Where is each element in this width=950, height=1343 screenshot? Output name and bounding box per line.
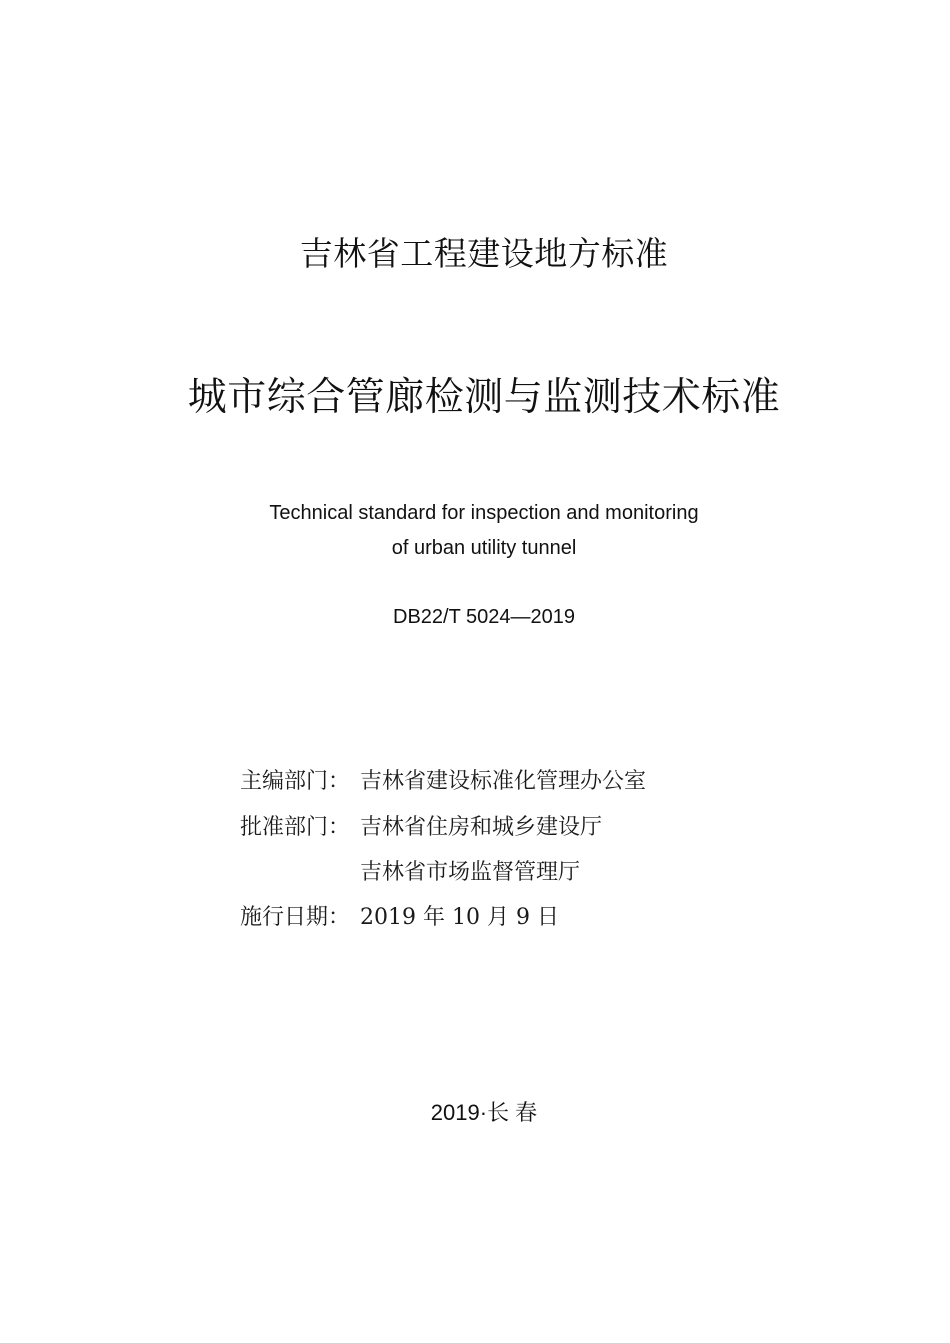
- publication-place-year: 2019·长 春: [430, 1100, 538, 1125]
- standard-code: DB22/T 5024—2019: [393, 606, 575, 628]
- editor-value: 吉林省建设标准化管理办公室: [360, 769, 647, 794]
- approver-value-2: 吉林省市场监督管理厅: [360, 860, 581, 885]
- approver-value-1: 吉林省住房和城乡建设厅: [360, 815, 603, 840]
- standard-series-heading: 吉林省工程建设地方标准: [299, 234, 669, 273]
- effective-date-label: 施行日期：: [240, 905, 351, 930]
- english-title-line-1: Technical standard for inspection and monitoring: [269, 502, 699, 524]
- document-title: 城市综合管廊检测与监测技术标准: [187, 375, 781, 420]
- editor-label: 主编部门：: [240, 769, 351, 794]
- effective-date-value: 2019 年 10 月 9 日: [360, 905, 559, 930]
- english-title-line-2: of urban utility tunnel: [391, 537, 577, 559]
- approver-label: 批准部门：: [240, 815, 351, 840]
